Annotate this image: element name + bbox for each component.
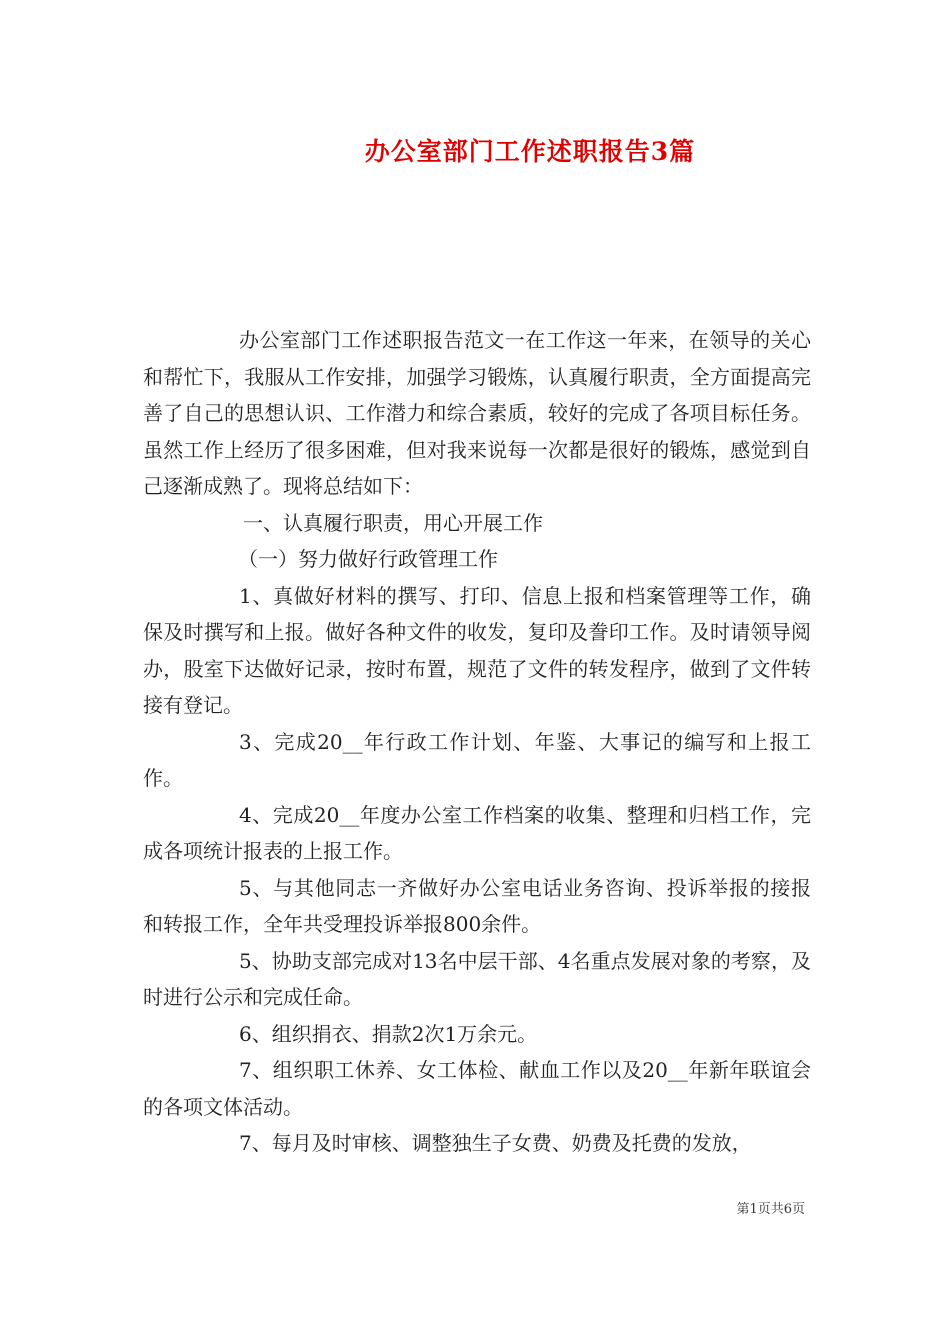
list-item: 6、组织捐衣、捐款2次1万余元。	[239, 1021, 538, 1046]
subsection-heading: （一）努力做好行政管理工作	[238, 547, 498, 571]
document-title: 办公室部门工作述职报告3篇	[364, 137, 696, 166]
paragraph-intro: 办公室部门工作述职报告范文一在工作这一年来，在领导的关心和帮忙下，我服从工作安排，加强学习锻炼，认真履行职责，全方面提高完善了自己的思想认识、工作潜力和综合素质，较好的完成了各项目标任务。虽然工作上经历了很多困难，但对我来说每一次都是很好的锻炼，感觉到自己逐渐成熟了。现将总结如下：	[143, 328, 811, 498]
list-item: 1、真做好材料的撰写、打印、信息上报和档案管理等工作，确保及时撰写和上报。做好各种文件的收发，复印及誊印工作。及时请领导阅办，股室下达做好记录，按时布置，规范了文件的转发程序，做到了文件转接有登记。	[143, 583, 811, 717]
list-item: 7、每月及时审核、调整独生子女费、奶费及托费的发放，	[239, 1131, 752, 1155]
list-item: 3、完成20__年行政工作计划、年鉴、大事记的编写和上报工作。	[143, 729, 811, 790]
list-item: 4、完成20__年度办公室工作档案的收集、整理和归档工作，完成各项统计报表的上报工作。	[143, 802, 811, 863]
list-item: 5、协助支部完成对13名中层干部、4名重点发展对象的考察，及时进行公示和完成任命。	[143, 948, 811, 1009]
section-heading: 一、认真履行职责，用心开展工作	[243, 510, 543, 535]
page-number-footer: 第1页共6页	[736, 1202, 805, 1217]
list-item: 5、与其他同志一齐做好办公室电话业务咨询、投诉举报的接报和转报工作，全年共受理投诉举报800余件。	[143, 875, 811, 936]
document-body	[143, 322, 811, 1162]
list-item: 7、组织职工休养、女工体检、献血工作以及20__年新年联谊会的各项文体活动。	[143, 1058, 811, 1119]
